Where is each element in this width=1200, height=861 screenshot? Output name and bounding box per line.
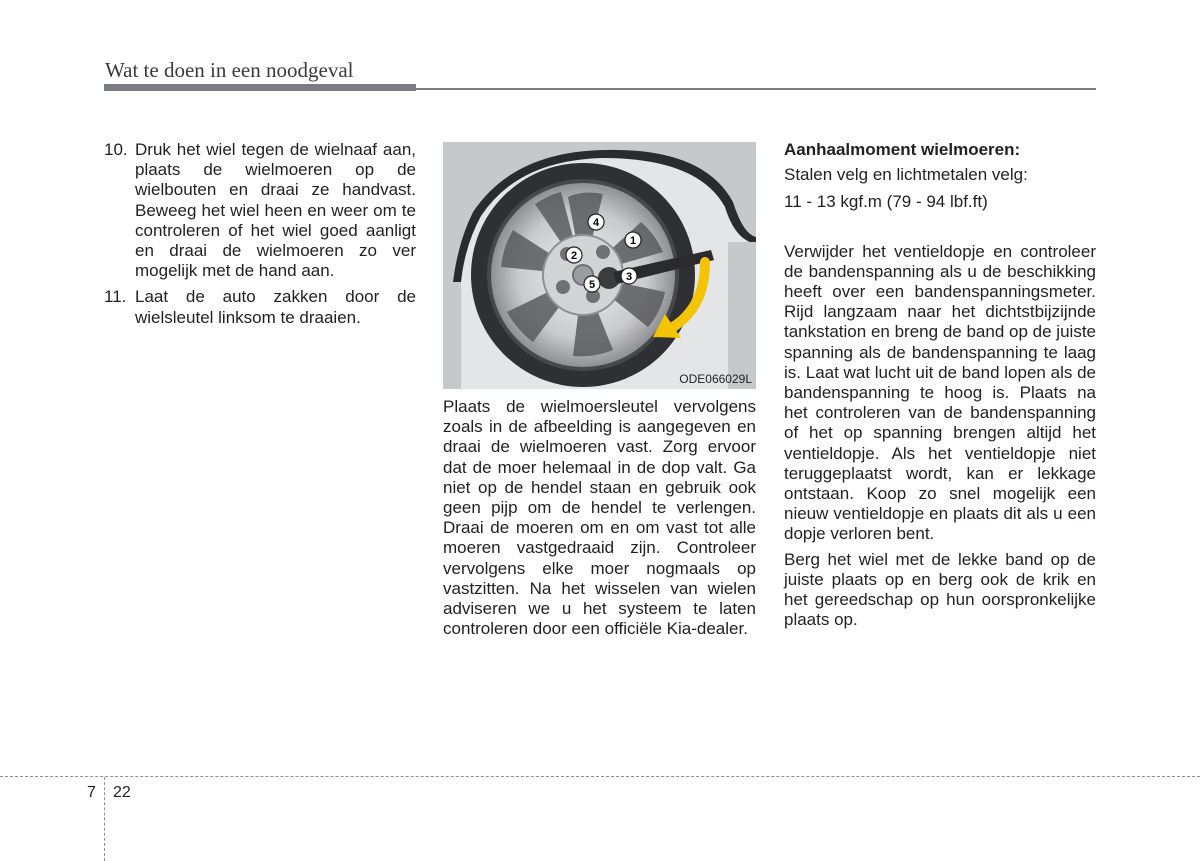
torque-heading: Aanhaalmoment wielmoeren: [784, 140, 1021, 159]
footer-vertical-divider [104, 777, 105, 861]
chapter-number: 7 [87, 784, 96, 801]
paragraph: Plaats de wielmoersleutel vervolgens zoals in de afbeelding is aangegeven en draai de wielmoeren vast. Zorg ervoor dat de moer helemaal in de dop valt. Ga niet op de hendel staan en gebruik ook geen pijp om de hendel te verlengen. Draai de moeren om en om vast tot alle moeren vastgedraaid zijn. Controleer vervolgens elke moer nogmaals op vastzitten. Na het wisselen van wielen adviseren we u het systeem te laten controleren door een officiële Kia-dealer. [443, 397, 756, 639]
wheel-illustration [443, 142, 756, 389]
nut-number-5: 5 [588, 279, 596, 291]
footer-divider [0, 776, 1200, 777]
step-number: 10. [104, 140, 128, 159]
wheel-tightening-figure [443, 142, 756, 389]
section-header-title: Wat te doen in een noodgeval [105, 58, 354, 82]
page-number: 22 [113, 784, 131, 801]
rim-type-line: Stalen velg en lichtmetalen velg: [784, 165, 1028, 185]
column-3 [784, 140, 1096, 630]
header-rule-thin [416, 88, 1096, 90]
figure-code: ODE066029L [679, 372, 752, 386]
step-text: Laat de auto zakken door de wielsleutel linksom te draaien. [135, 287, 416, 327]
torque-value: 11 - 13 kgf.m (79 - 94 lbf.ft) [784, 192, 988, 212]
nut-number-3: 3 [625, 271, 633, 283]
header-rule-thick [104, 84, 416, 91]
list-item [104, 140, 416, 281]
paragraph: Verwijder het ventieldopje en controleer de bandenspanning als u de beschikking heeft over een bandenspanningsmeter. Rijd langzaam naar het dichtstbijzijnde tankstation en breng de band op de juiste spanning als de bandenspanning te laag is. Laat wat lucht uit de band lopen als de bandenspanning te hoog is. Plaats na het controleren van de bandenspanning of het op spanning brengen altijd het ventieldopje. Als het ventieldopje niet teruggeplaatst wordt, kan er lekkage ontstaan. Koop zo snel mogelijk een nieuw ventieldopje en plaats dit als u een dopje verloren bent. [784, 241, 1096, 544]
nut-number-1: 1 [629, 235, 637, 247]
column-1 [104, 140, 416, 334]
nut-number-2: 2 [570, 250, 578, 262]
step-number: 11. [104, 287, 127, 307]
nut-number-4: 4 [592, 217, 600, 229]
paragraph: Berg het wiel met de lekke band op de juiste plaats op en berg ook de krik en het gereedschap op hun oorspronkelijke plaats op. [784, 549, 1096, 630]
column-2 [443, 397, 756, 639]
list-item [104, 287, 416, 327]
step-text: Druk het wiel tegen de wielnaaf aan, plaats de wielmoeren op de wielbouten en draai ze handvast. Beweeg het wiel heen en weer om te controleren of het wiel goed aanligt en draai de wielmoeren zo ver mogelijk met de hand aan. [135, 140, 416, 281]
